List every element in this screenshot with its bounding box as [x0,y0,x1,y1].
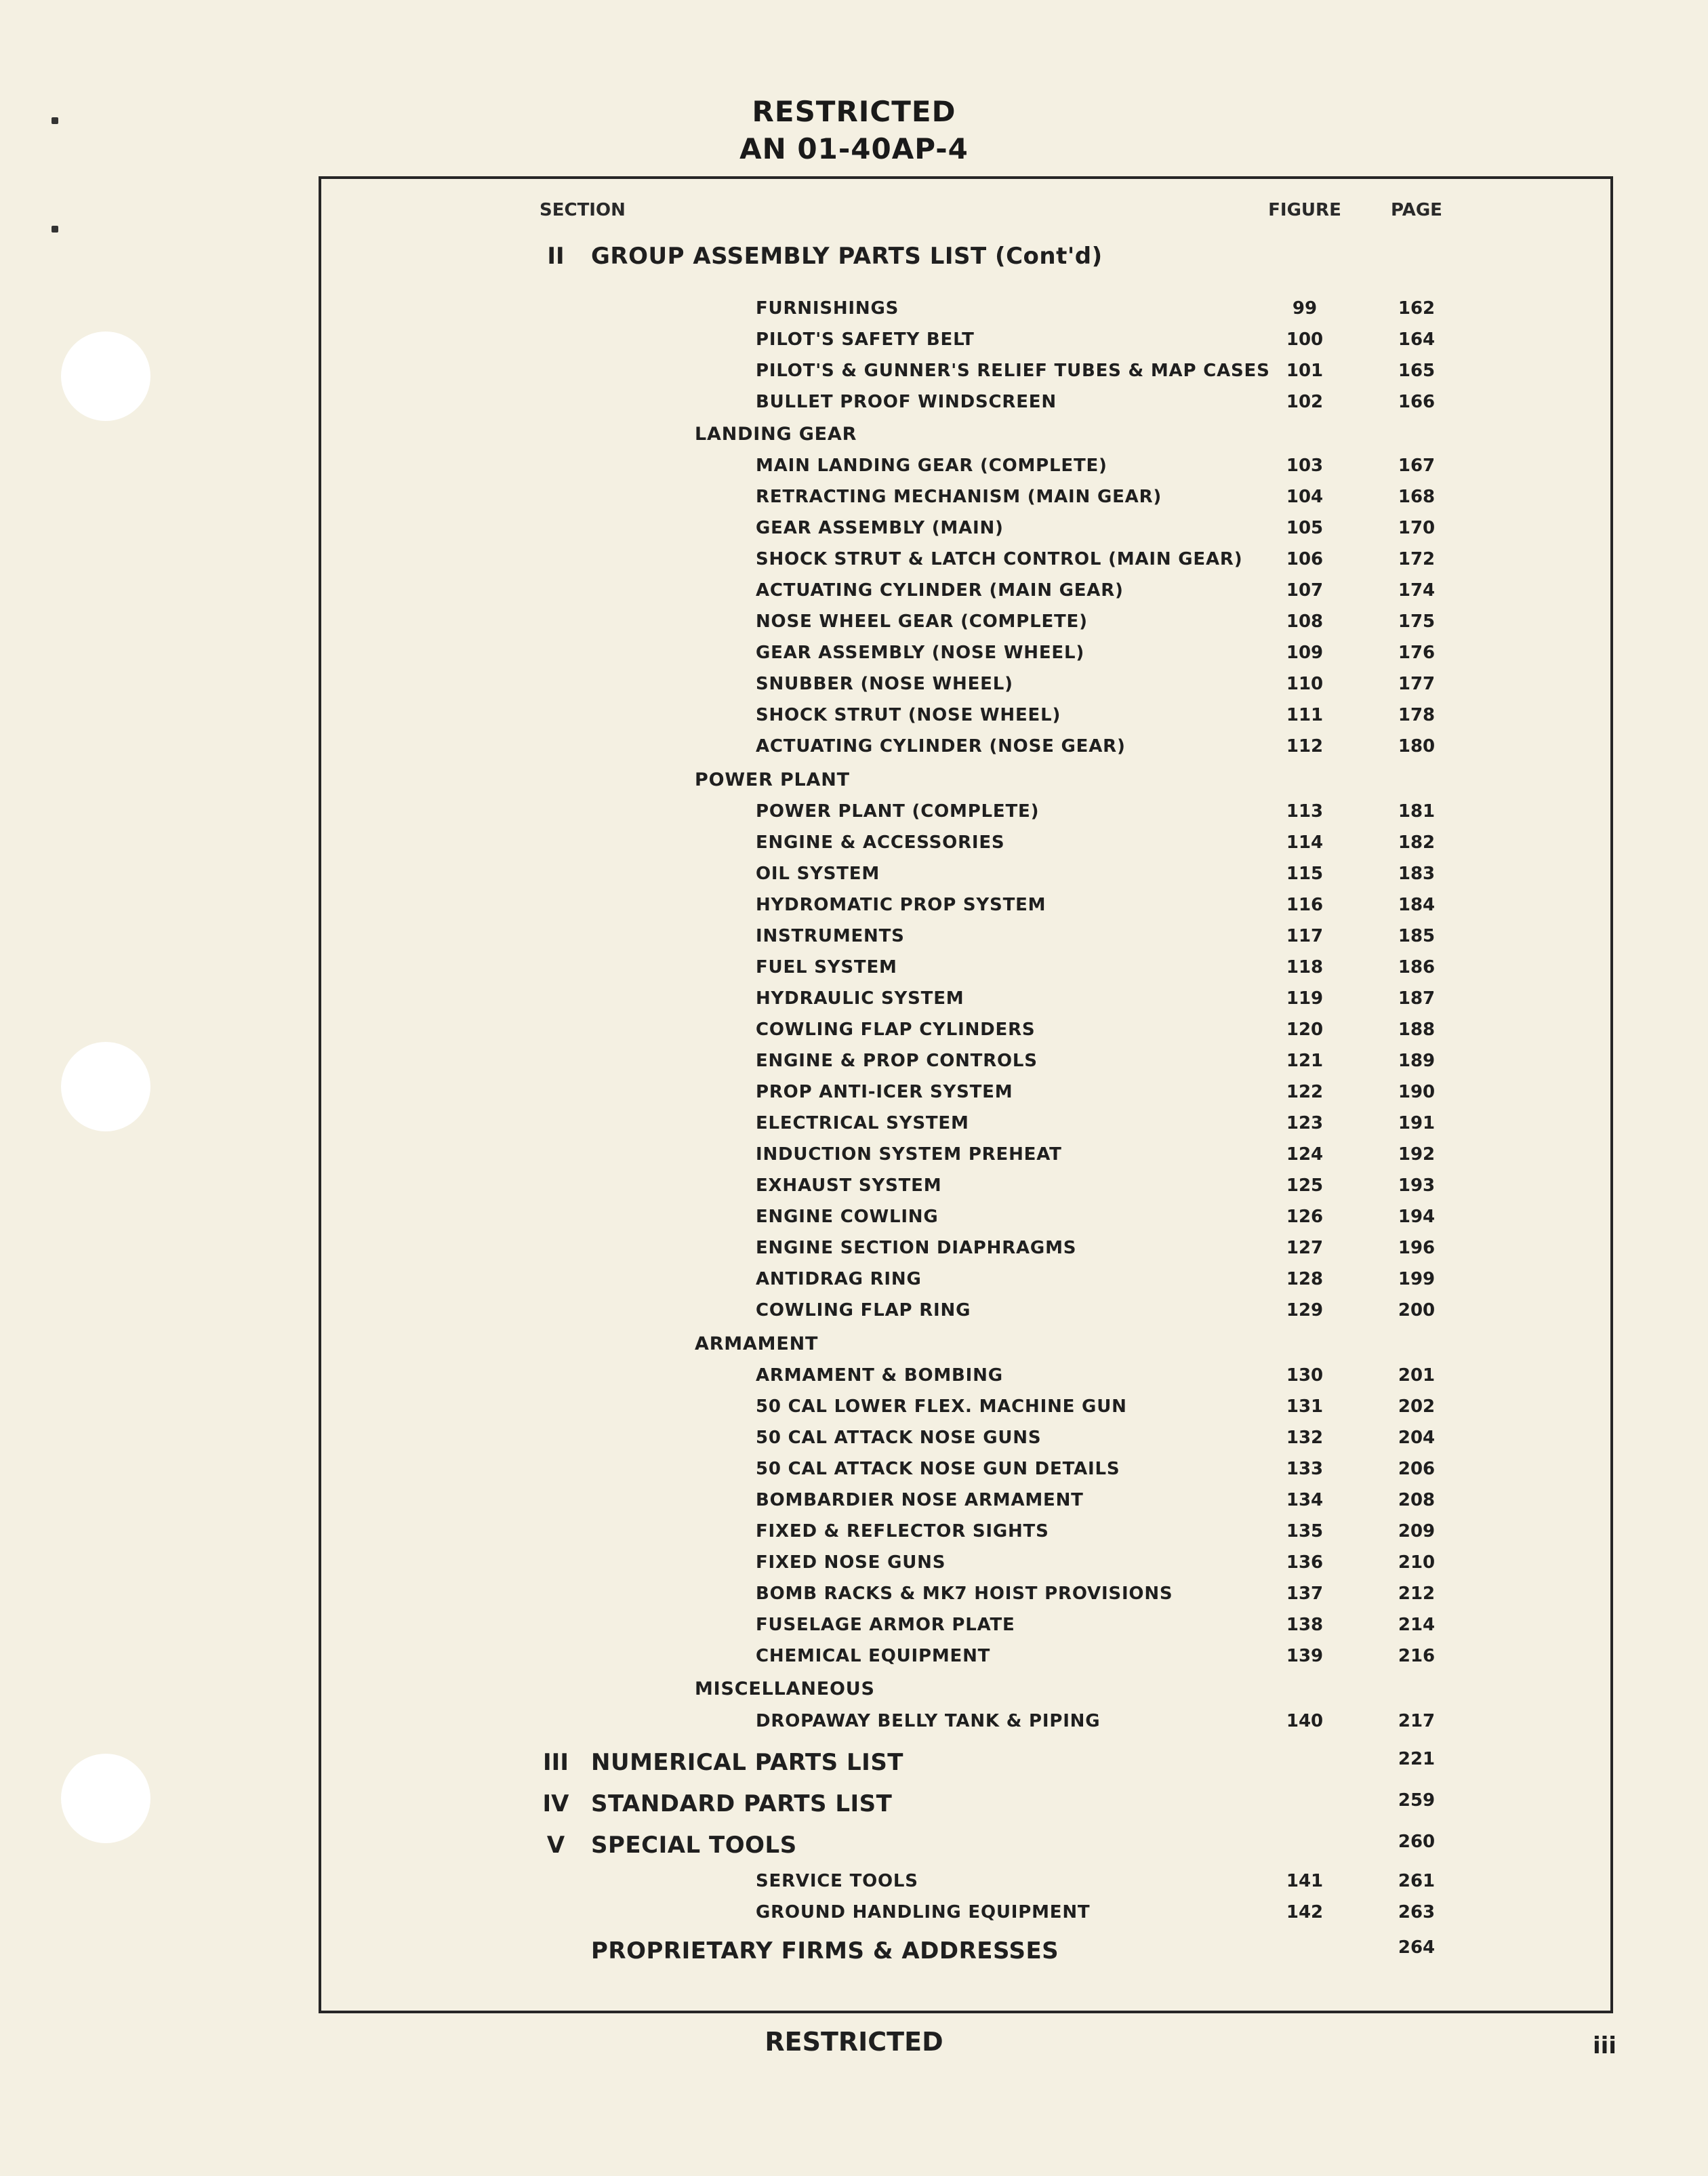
column-section: SECTION [540,200,626,220]
entry-title: POWER PLANT (COMPLETE) [756,801,1040,822]
toc-entry [0,643,1708,670]
entry-title: SHOCK STRUT & LATCH CONTROL (MAIN GEAR) [756,549,1243,569]
entry-page: 180 [1398,736,1436,757]
entry-figure: 121 [1286,1051,1324,1071]
entry-title: NOSE WHEEL GEAR (COMPLETE) [756,611,1088,632]
section-number: III [543,1749,569,1776]
entry-figure: 133 [1286,1459,1324,1479]
toc-entry [0,1396,1708,1424]
section-title: SPECIAL TOOLS [591,1832,797,1859]
entry-page: 165 [1398,361,1436,381]
entry-page: 199 [1398,1269,1436,1289]
entry-title: OIL SYSTEM [756,864,880,884]
entry-title: 50 CAL ATTACK NOSE GUNS [756,1428,1042,1448]
entry-title: INDUCTION SYSTEM PREHEAT [756,1144,1062,1165]
entry-title: BOMBARDIER NOSE ARMAMENT [756,1490,1084,1510]
toc-subsection [0,424,1708,451]
entry-page: 174 [1398,580,1436,601]
toc-entry [0,705,1708,732]
entry-figure: 101 [1286,361,1324,381]
entry-page: 187 [1398,988,1436,1009]
entry-figure: 110 [1286,674,1324,694]
toc-entry [0,1082,1708,1109]
entry-figure: 116 [1286,895,1324,915]
toc-entry [0,298,1708,325]
column-headers [0,200,1708,227]
entry-page: 201 [1398,1365,1436,1386]
entry-title: ACTUATING CYLINDER (MAIN GEAR) [756,580,1124,601]
entry-page: 210 [1398,1552,1436,1573]
entry-title: EXHAUST SYSTEM [756,1175,942,1196]
entry-figure: 129 [1286,1300,1324,1321]
entry-page: 177 [1398,674,1436,694]
entry-figure: 106 [1286,549,1324,569]
toc-entry [0,1207,1708,1234]
toc-subsection [0,1678,1708,1706]
entry-title: FIXED & REFLECTOR SIGHTS [756,1521,1049,1542]
toc-entry [0,1269,1708,1296]
entry-page: 178 [1398,705,1436,725]
entry-figure: 131 [1286,1396,1324,1417]
toc-section [0,1832,1708,1859]
toc-entry [0,1175,1708,1203]
header-classification: RESTRICTED [752,95,956,128]
section-number: IV [542,1790,569,1817]
entry-figure: 114 [1286,832,1324,853]
section-title: NUMERICAL PARTS LIST [591,1749,903,1776]
toc-section [0,1749,1708,1776]
entry-page: 185 [1398,926,1436,946]
toc-entry [0,1902,1708,1929]
entry-title: FURNISHINGS [756,298,899,319]
entry-title: HYDROMATIC PROP SYSTEM [756,895,1046,915]
toc-entry [0,361,1708,388]
entry-figure: 140 [1286,1711,1324,1731]
entry-page: 209 [1398,1521,1436,1542]
entry-title: BULLET PROOF WINDSCREEN [756,392,1057,412]
entry-figure: 124 [1286,1144,1324,1165]
entry-figure: 120 [1286,1020,1324,1040]
entry-page: 212 [1398,1584,1436,1604]
entry-page: 194 [1398,1207,1436,1227]
entry-page: 166 [1398,392,1436,412]
section-title: PROPRIETARY FIRMS & ADDRESSES [591,1937,1059,1965]
section-number: V [546,1832,565,1859]
toc-section [0,1790,1708,1817]
entry-page: 261 [1398,1871,1436,1891]
subsection-title: LANDING GEAR [695,424,857,445]
subsection-title: MISCELLANEOUS [695,1678,875,1699]
section-page: 221 [1398,1749,1436,1769]
entry-figure: 108 [1286,611,1324,632]
entry-figure: 126 [1286,1207,1324,1227]
entry-title: ANTIDRAG RING [756,1269,922,1289]
entry-page: 162 [1398,298,1436,319]
toc-entry [0,1871,1708,1898]
entry-title: PILOT'S & GUNNER'S RELIEF TUBES & MAP CASES [756,361,1270,381]
entry-title: 50 CAL ATTACK NOSE GUN DETAILS [756,1459,1120,1479]
entry-figure: 117 [1286,926,1324,946]
entry-title: COWLING FLAP RING [756,1300,971,1321]
footer-classification: RESTRICTED [765,2027,943,2057]
entry-figure: 113 [1286,801,1324,822]
column-page: PAGE [1391,200,1442,220]
toc-entry [0,832,1708,860]
entry-figure: 130 [1286,1365,1324,1386]
entry-figure: 102 [1286,392,1324,412]
entry-title: PROP ANTI-ICER SYSTEM [756,1082,1013,1102]
section-title: GROUP ASSEMBLY PARTS LIST (Cont'd) [591,243,1103,270]
toc-entry [0,1711,1708,1738]
toc-section [0,1937,1708,1965]
entry-page: 176 [1398,643,1436,663]
entry-figure: 138 [1286,1615,1324,1635]
entry-figure: 122 [1286,1082,1324,1102]
toc-entry [0,456,1708,483]
toc-section [0,243,1708,270]
toc-entry [0,1490,1708,1517]
toc-entry [0,1615,1708,1642]
toc-entry [0,549,1708,576]
entry-figure: 107 [1286,580,1324,601]
entry-page: 214 [1398,1615,1436,1635]
entry-title: FUSELAGE ARMOR PLATE [756,1615,1015,1635]
entry-figure: 111 [1286,705,1324,725]
subsection-title: ARMAMENT [695,1333,819,1354]
entry-page: 186 [1398,957,1436,978]
entry-page: 175 [1398,611,1436,632]
entry-page: 167 [1398,456,1436,476]
entry-page: 216 [1398,1646,1436,1666]
section-title: STANDARD PARTS LIST [591,1790,893,1817]
entry-title: ACTUATING CYLINDER (NOSE GEAR) [756,736,1126,757]
entry-figure: 123 [1286,1113,1324,1133]
section-number: II [547,243,565,270]
entry-figure: 105 [1286,518,1324,538]
entry-title: FIXED NOSE GUNS [756,1552,946,1573]
entry-title: RETRACTING MECHANISM (MAIN GEAR) [756,487,1162,507]
entry-page: 181 [1398,801,1436,822]
entry-title: GROUND HANDLING EQUIPMENT [756,1902,1091,1922]
section-page: 259 [1398,1790,1436,1811]
toc-entry [0,1521,1708,1548]
entry-figure: 119 [1286,988,1324,1009]
entry-title: FUEL SYSTEM [756,957,897,978]
toc-entry [0,801,1708,828]
toc-entry [0,392,1708,419]
page-number: iii [1593,2032,1616,2059]
entry-figure: 103 [1286,456,1324,476]
entry-figure: 134 [1286,1490,1324,1510]
entry-page: 164 [1398,329,1436,350]
entry-title: SERVICE TOOLS [756,1871,918,1891]
subsection-title: POWER PLANT [695,769,850,790]
entry-title: CHEMICAL EQUIPMENT [756,1646,991,1666]
toc-entry [0,1552,1708,1579]
toc-entry [0,1051,1708,1078]
entry-figure: 109 [1286,643,1324,663]
toc-entry [0,580,1708,607]
entry-title: INSTRUMENTS [756,926,905,946]
toc-entry [0,611,1708,639]
entry-page: 206 [1398,1459,1436,1479]
entry-figure: 112 [1286,736,1324,757]
entry-title: ENGINE COWLING [756,1207,939,1227]
entry-page: 217 [1398,1711,1436,1731]
toc-entry [0,329,1708,357]
entry-title: MAIN LANDING GEAR (COMPLETE) [756,456,1107,476]
entry-page: 168 [1398,487,1436,507]
toc-entry [0,1144,1708,1171]
entry-title: PILOT'S SAFETY BELT [756,329,975,350]
entry-page: 170 [1398,518,1436,538]
toc-entry [0,864,1708,891]
toc-entry [0,518,1708,545]
entry-page: 193 [1398,1175,1436,1196]
entry-page: 191 [1398,1113,1436,1133]
entry-title: COWLING FLAP CYLINDERS [756,1020,1036,1040]
entry-figure: 100 [1286,329,1324,350]
document-number: AN 01-40AP-4 [739,132,969,165]
entry-page: 200 [1398,1300,1436,1321]
entry-page: 183 [1398,864,1436,884]
toc-subsection [0,1333,1708,1361]
entry-title: 50 CAL LOWER FLEX. MACHINE GUN [756,1396,1127,1417]
column-figure: FIGURE [1268,200,1341,220]
entry-title: GEAR ASSEMBLY (NOSE WHEEL) [756,643,1085,663]
entry-figure: 99 [1292,298,1318,319]
entry-figure: 137 [1286,1584,1324,1604]
toc-entry [0,1646,1708,1673]
toc-entry [0,1113,1708,1140]
entry-page: 204 [1398,1428,1436,1448]
toc-entry [0,988,1708,1015]
entry-figure: 139 [1286,1646,1324,1666]
toc-entry [0,736,1708,763]
toc-entry [0,1584,1708,1611]
toc-entry [0,1428,1708,1455]
toc-entry [0,926,1708,953]
entry-title: ARMAMENT & BOMBING [756,1365,1003,1386]
entry-page: 190 [1398,1082,1436,1102]
entry-page: 196 [1398,1238,1436,1258]
entry-page: 192 [1398,1144,1436,1165]
entry-title: DROPAWAY BELLY TANK & PIPING [756,1711,1101,1731]
toc-entry [0,1365,1708,1392]
entry-figure: 132 [1286,1428,1324,1448]
entry-figure: 104 [1286,487,1324,507]
toc-entry [0,674,1708,701]
entry-page: 189 [1398,1051,1436,1071]
toc-entry [0,487,1708,514]
section-page: 264 [1398,1937,1436,1958]
entry-figure: 135 [1286,1521,1324,1542]
entry-figure: 118 [1286,957,1324,978]
entry-title: ELECTRICAL SYSTEM [756,1113,969,1133]
entry-page: 263 [1398,1902,1436,1922]
entry-title: ENGINE & PROP CONTROLS [756,1051,1038,1071]
entry-figure: 141 [1286,1871,1324,1891]
entry-figure: 127 [1286,1238,1324,1258]
toc-entry [0,1300,1708,1327]
entry-title: SNUBBER (NOSE WHEEL) [756,674,1013,694]
toc-entry [0,895,1708,922]
entry-title: SHOCK STRUT (NOSE WHEEL) [756,705,1061,725]
entry-figure: 136 [1286,1552,1324,1573]
toc-entry [0,1020,1708,1047]
entry-page: 182 [1398,832,1436,853]
entry-page: 184 [1398,895,1436,915]
toc-entry [0,957,1708,984]
entry-title: HYDRAULIC SYSTEM [756,988,964,1009]
entry-figure: 142 [1286,1902,1324,1922]
entry-title: ENGINE & ACCESSORIES [756,832,1005,853]
toc-subsection [0,769,1708,797]
entry-title: BOMB RACKS & MK7 HOIST PROVISIONS [756,1584,1173,1604]
entry-title: ENGINE SECTION DIAPHRAGMS [756,1238,1077,1258]
entry-figure: 128 [1286,1269,1324,1289]
entry-page: 202 [1398,1396,1436,1417]
entry-page: 188 [1398,1020,1436,1040]
entry-figure: 115 [1286,864,1324,884]
entry-page: 208 [1398,1490,1436,1510]
entry-page: 172 [1398,549,1436,569]
toc-entry [0,1459,1708,1486]
scan-mark [52,117,58,124]
toc-entry [0,1238,1708,1265]
entry-title: GEAR ASSEMBLY (MAIN) [756,518,1004,538]
entry-figure: 125 [1286,1175,1324,1196]
section-page: 260 [1398,1832,1436,1852]
